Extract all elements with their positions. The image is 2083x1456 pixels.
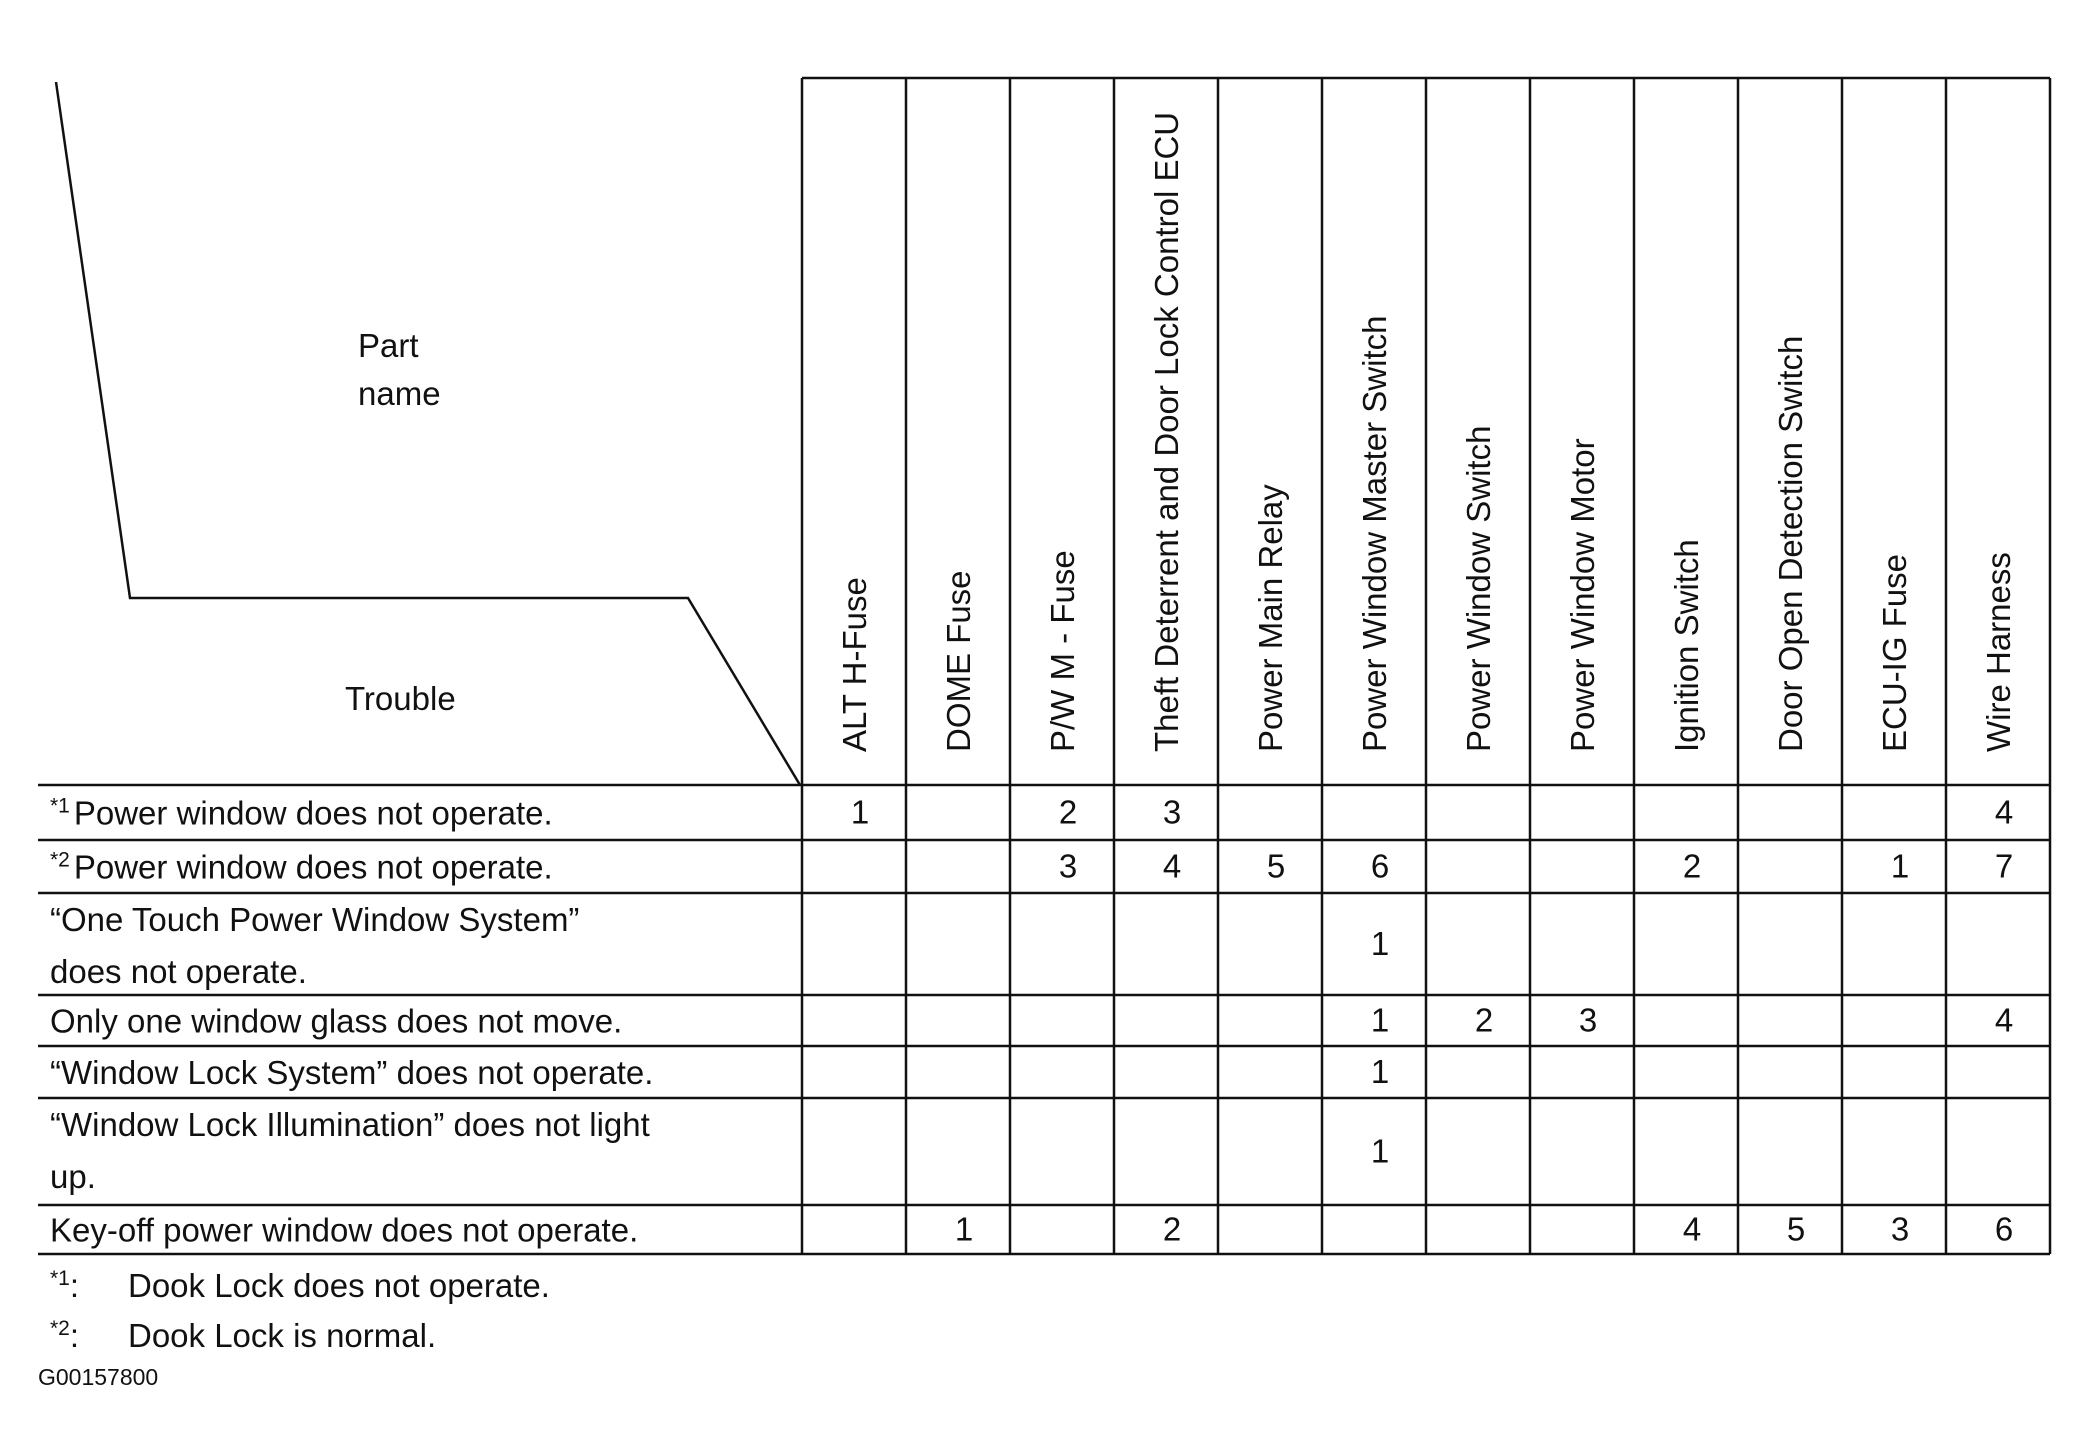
table-cell-value: 7	[1994, 847, 2014, 885]
footnote-sep: :	[69, 1267, 80, 1304]
trouble-label: Trouble	[345, 680, 456, 717]
footnote-text: Dook Lock does not operate.	[128, 1267, 550, 1304]
table-cell-value: 3	[1578, 1001, 1598, 1039]
row-label: “One Touch Power Window System”	[50, 901, 580, 938]
table-cell-value: 5	[1786, 1210, 1806, 1248]
footnote-sep: :	[69, 1317, 80, 1354]
header-corner	[345, 327, 456, 717]
row-label	[50, 795, 553, 832]
column-header: DOME Fuse	[940, 570, 977, 752]
row-label-text: Power window does not operate.	[73, 794, 553, 832]
column-header: ALT H-Fuse	[836, 577, 873, 752]
table-cell-value: 6	[1370, 847, 1390, 885]
table-cell-value: 1	[1370, 1001, 1390, 1039]
column-header: Power Window Motor	[1564, 438, 1601, 752]
table-cell-value: 1	[954, 1210, 974, 1248]
row-label: up.	[50, 1158, 96, 1195]
row-labels	[50, 795, 653, 1249]
table-cell-value: 2	[1058, 793, 1078, 831]
table-cell-value: 4	[1162, 847, 1182, 885]
table-cell-value: 4	[1682, 1210, 1702, 1248]
table-cell-value: 2	[1474, 1001, 1494, 1039]
row-label: Key-off power window does not operate.	[50, 1211, 639, 1249]
column-header: Wire Harness	[1980, 552, 2017, 752]
column-header: Theft Deterrent and Door Lock Control ECU	[1148, 111, 1185, 752]
table-cell-value: 1	[1370, 1053, 1390, 1090]
column-header: Door Open Detection Switch	[1772, 335, 1809, 752]
column-header: ECU-IG Fuse	[1876, 553, 1913, 752]
column-header: Power Window Master Switch	[1356, 315, 1393, 752]
row-marker: *2	[50, 848, 70, 872]
table-cell-value: 1	[850, 793, 870, 831]
table-cell-value: 4	[1994, 1001, 2014, 1039]
table-cell-value: 2	[1162, 1210, 1182, 1248]
table-cell-value: 3	[1890, 1210, 1910, 1248]
footnotes	[50, 1267, 550, 1354]
table-cell-value: 2	[1682, 847, 1702, 885]
table-cell-value: 1	[1370, 925, 1390, 962]
table-cell-value: 3	[1058, 847, 1078, 885]
column-header: Power Window Switch	[1460, 425, 1497, 752]
footnote-marker-sup: *1	[50, 1267, 70, 1290]
table-cell-value: 6	[1994, 1210, 2014, 1248]
part-name-label-line1: Part	[358, 327, 419, 364]
table-values	[851, 794, 2013, 1248]
row-label: “Window Lock Illumination” does not light	[50, 1106, 650, 1143]
part-name-label-line2: name	[358, 375, 441, 412]
row-label: does not operate.	[50, 953, 307, 990]
footnote-marker-sup: *2	[50, 1317, 70, 1340]
column-header: Power Main Relay	[1252, 484, 1289, 752]
table-cell-value: 5	[1266, 847, 1286, 885]
row-label-text: Power window does not operate.	[73, 848, 553, 886]
row-marker: *1	[50, 794, 70, 818]
figure-code: G00157800	[38, 1364, 159, 1390]
footnote-marker	[50, 1317, 79, 1354]
column-header: Ignition Switch	[1668, 539, 1705, 752]
row-label: “Window Lock System” does not operate.	[50, 1054, 654, 1091]
column-header: P/W M - Fuse	[1044, 550, 1081, 752]
table-cell-value: 1	[1890, 847, 1910, 885]
row-label	[50, 849, 553, 886]
footnote-marker	[50, 1267, 79, 1304]
table-cell-value: 4	[1994, 793, 2014, 831]
footnote-text: Dook Lock is normal.	[128, 1317, 437, 1354]
row-label: Only one window glass does not move.	[50, 1002, 623, 1040]
table-cell-value: 1	[1370, 1132, 1390, 1170]
table-cell-value: 3	[1162, 793, 1182, 831]
